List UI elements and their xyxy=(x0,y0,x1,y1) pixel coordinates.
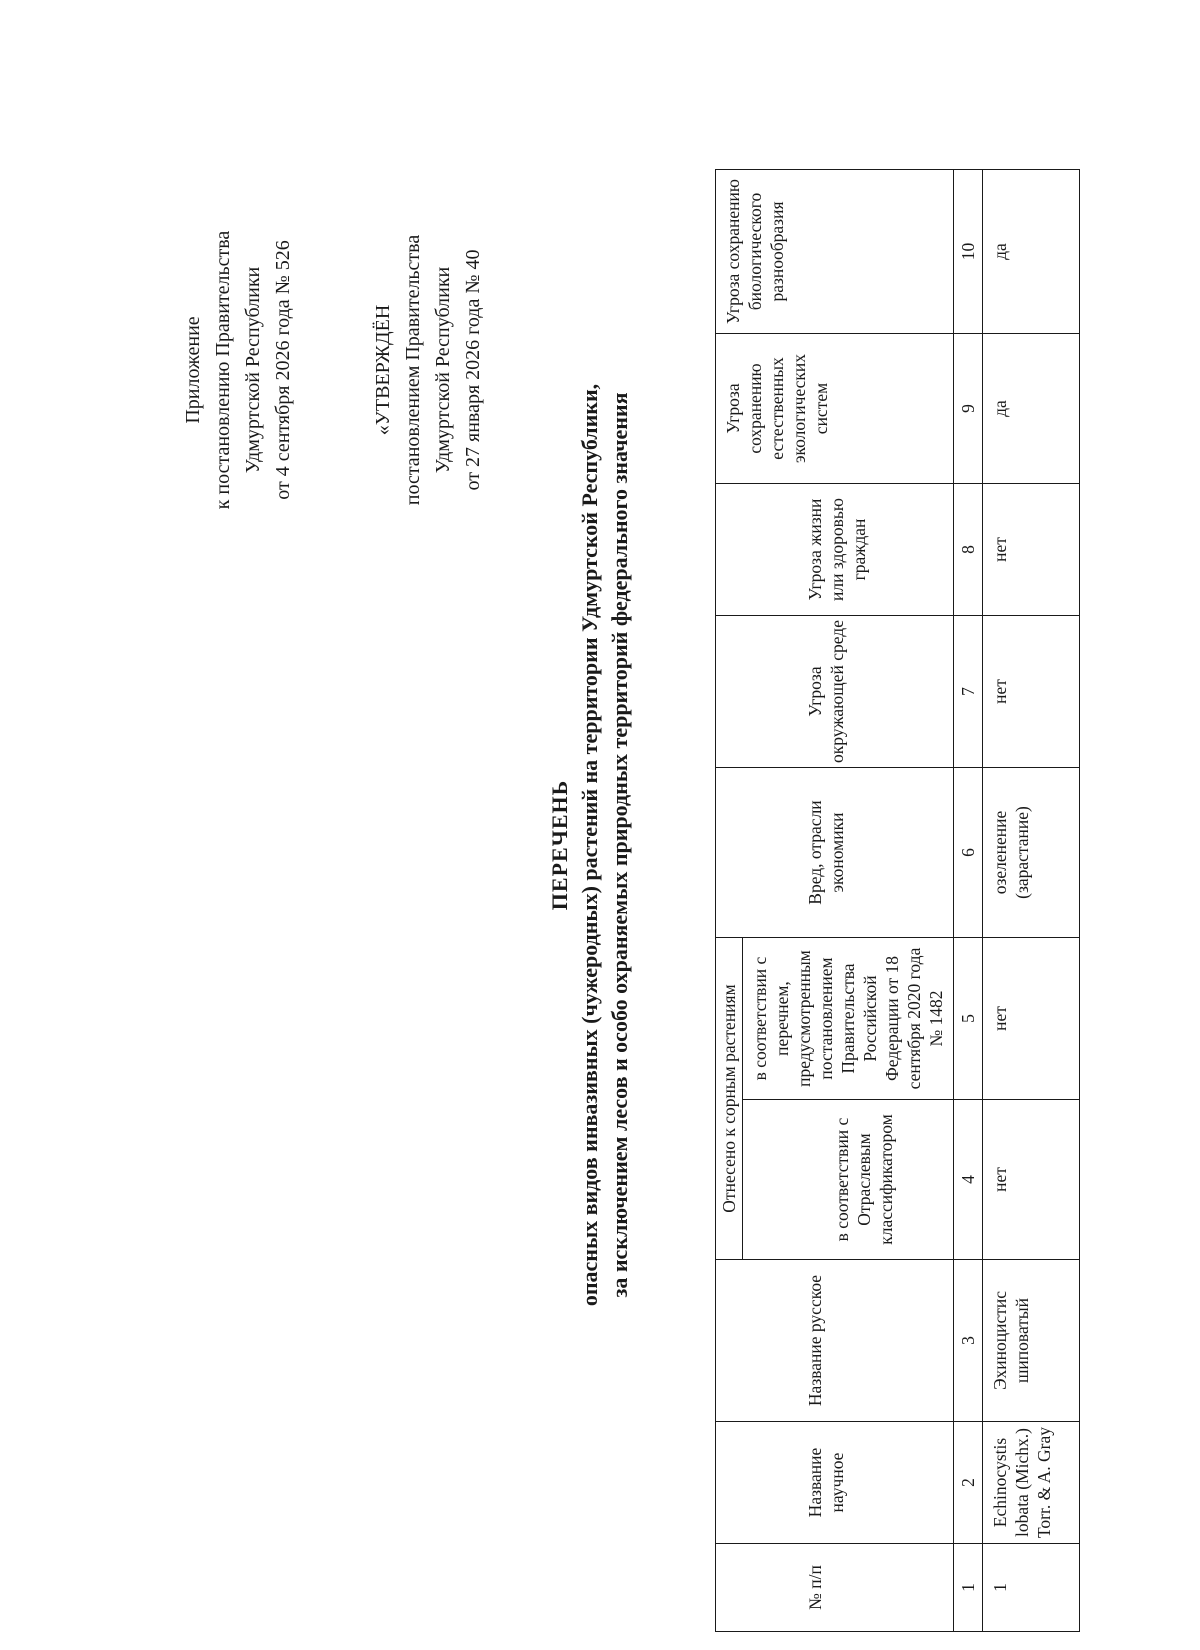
document-title xyxy=(545,130,635,1560)
column-number: 8 xyxy=(954,484,983,616)
appendix-line: Удмуртской Республики xyxy=(242,266,264,474)
column-number: 1 xyxy=(954,1544,983,1632)
approval-line: постановлением Правительства xyxy=(402,234,424,506)
cell-weed-classifier: нет xyxy=(983,1100,1080,1260)
header-russian-name: Название русское xyxy=(716,1260,954,1422)
column-number: 3 xyxy=(954,1260,983,1422)
approval-line: Удмуртской Республики xyxy=(432,266,454,474)
title-line: опасных видов инвазивных (чужеродных) растений на территории Удмуртской Республики, xyxy=(577,383,602,1307)
header-no: № п/п xyxy=(716,1544,954,1632)
column-number: 6 xyxy=(954,768,983,938)
cell-economy-harm: озеленение (зарастание) xyxy=(983,768,1080,938)
appendix-line: Приложение xyxy=(182,316,204,424)
cell-health-threat: нет xyxy=(983,484,1080,616)
cell-weed-list: нет xyxy=(983,938,1080,1100)
header-weed-group: Отнесено к сорным растениям xyxy=(716,938,743,1260)
cell-environment-threat: нет xyxy=(983,616,1080,768)
appendix-line: к постановлению Правительства xyxy=(212,230,234,510)
cell-biodiversity-threat: да xyxy=(983,170,1080,334)
header-row xyxy=(716,170,743,1632)
table-row xyxy=(983,170,1080,1632)
cell-ecosystem-threat: да xyxy=(983,334,1080,484)
column-number-row xyxy=(954,170,983,1632)
column-number: 7 xyxy=(954,616,983,768)
header-health-threat: Угроза жизни или здоровью граждан xyxy=(716,484,954,616)
column-number: 4 xyxy=(954,1100,983,1260)
title-line: за исключением лесов и особо охраняемых природных территорий федерального значения xyxy=(607,392,632,1298)
cell-russian-name: Эхиноцистис шиповатый xyxy=(983,1260,1080,1422)
header-weed-list: в соответствии с перечнем, предусмотренным постановлением Правительства Российской Федерации от 18 сентября 2020 года № 1482 xyxy=(743,938,954,1100)
header-weed-classifier: в соответствии с Отраслевым классификатором xyxy=(743,1100,954,1260)
invasive-species-table xyxy=(715,169,1080,1632)
approval-line: от 27 января 2026 года № 40 xyxy=(462,249,484,491)
appendix-reference xyxy=(178,110,298,630)
header-economy-harm: Вред, отрасли экономики xyxy=(716,768,954,938)
cell-no: 1 xyxy=(983,1544,1080,1632)
appendix-line: от 4 сентября 2026 года № 526 xyxy=(272,240,294,500)
approval-line: «УТВЕРЖДЁН xyxy=(372,304,394,436)
header-scientific-name: Название научное xyxy=(716,1422,954,1544)
header-biodiversity-threat: Угроза сохранению биологического разнообразия xyxy=(716,170,954,334)
column-number: 2 xyxy=(954,1422,983,1544)
header-environment-threat: Угроза окружающей среде xyxy=(716,616,954,768)
header-ecosystem-threat: Угроза сохранению естественных экологических систем xyxy=(716,334,954,484)
cell-scientific-name: Echinocystis lobata (Michx.) Torr. & A. Gray xyxy=(983,1422,1080,1544)
column-number: 5 xyxy=(954,938,983,1100)
column-number: 9 xyxy=(954,334,983,484)
column-number: 10 xyxy=(954,170,983,334)
title-main: ПЕРЕЧЕНЬ xyxy=(547,779,572,911)
approval-stamp-text xyxy=(368,110,488,630)
